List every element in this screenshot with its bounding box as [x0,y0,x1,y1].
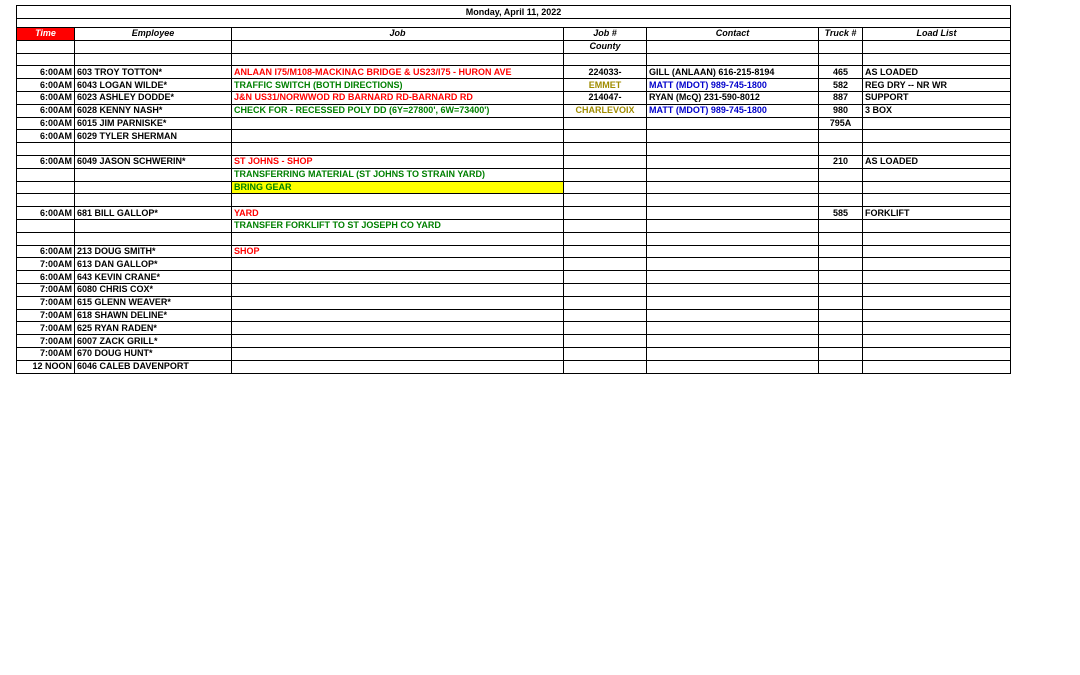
employee-cell: 6043 LOGAN WILDE* [75,79,232,92]
contact-cell: MATT (MDOT) 989-745-1800 [647,79,819,92]
table-row [17,117,1011,130]
time-cell [17,143,75,156]
time-cell: 6:00AM [17,245,75,258]
employee-cell: 6015 JIM PARNISKE* [75,117,232,130]
job-number-cell [564,245,647,258]
table-row [17,130,1011,143]
employee-cell [75,219,232,232]
time-cell: 7:00AM [17,309,75,322]
job-number-cell [564,347,647,360]
contact-cell [647,232,819,245]
time-cell [17,181,75,194]
load-list-cell [863,232,1011,245]
job-number-cell [564,322,647,335]
contact-cell [647,322,819,335]
employee-cell: 6023 ASHLEY DODDE* [75,91,232,104]
truck-cell [819,283,863,296]
header-blank [819,40,863,53]
header-blank [75,40,232,53]
job-number-cell [564,181,647,194]
header-truck: Truck # [819,28,863,41]
truck-cell: 585 [819,207,863,220]
table-row [17,360,1011,373]
load-list-cell: SUPPORT [863,91,1011,104]
sheet-title: Monday, April 11, 2022 [17,6,1011,19]
load-list-cell [863,283,1011,296]
truck-cell [819,335,863,348]
contact-cell [647,283,819,296]
truck-cell [819,309,863,322]
truck-cell: 210 [819,155,863,168]
truck-cell [819,219,863,232]
time-cell: 7:00AM [17,283,75,296]
job-number-cell: CHARLEVOIX [564,104,647,117]
truck-cell: 465 [819,66,863,79]
header-load-list: Load List [863,28,1011,41]
job-cell: TRANSFERRING MATERIAL (ST JOHNS TO STRAIN YARD) [232,168,564,181]
time-cell: 7:00AM [17,335,75,348]
table-row [17,322,1011,335]
job-cell: SHOP [232,245,564,258]
employee-cell: 613 DAN GALLOP* [75,258,232,271]
employee-cell: 6029 TYLER SHERMAN [75,130,232,143]
truck-cell [819,296,863,309]
job-number-cell: 224033- [564,66,647,79]
contact-cell [647,130,819,143]
time-cell: 6:00AM [17,79,75,92]
time-cell: 7:00AM [17,296,75,309]
employee-cell: 6049 JASON SCHWERIN* [75,155,232,168]
truck-cell [819,130,863,143]
header-blank [647,40,819,53]
employee-cell: 625 RYAN RADEN* [75,322,232,335]
time-cell: 6:00AM [17,155,75,168]
load-list-cell: 3 BOX [863,104,1011,117]
job-number-cell [564,271,647,284]
header-job-number: Job # [564,28,647,41]
time-cell [17,168,75,181]
job-cell [232,360,564,373]
truck-cell [819,232,863,245]
job-number-cell [564,360,647,373]
employee-cell: 6028 KENNY NASH* [75,104,232,117]
job-number-cell [564,207,647,220]
job-cell [232,117,564,130]
time-cell [17,219,75,232]
time-cell: 7:00AM [17,347,75,360]
job-cell [232,143,564,156]
load-list-cell [863,117,1011,130]
table-row [17,194,1011,207]
contact-cell [647,181,819,194]
truck-cell [819,258,863,271]
header-blank [232,40,564,53]
load-list-cell [863,296,1011,309]
load-list-cell [863,245,1011,258]
load-list-cell [863,347,1011,360]
employee-cell: 213 DOUG SMITH* [75,245,232,258]
load-list-cell: AS LOADED [863,155,1011,168]
truck-cell [819,245,863,258]
employee-cell [75,181,232,194]
table-row [17,309,1011,322]
job-cell [232,271,564,284]
job-number-cell [564,117,647,130]
table-row [17,91,1011,104]
employee-cell: 618 SHAWN DELINE* [75,309,232,322]
table-row [17,79,1011,92]
header-blank [863,40,1011,53]
table-row [17,245,1011,258]
job-cell: ANLAAN I75/M108-MACKINAC BRIDGE & US23/I75 - HURON AVE [232,66,564,79]
table-row [17,143,1011,156]
time-cell: 6:00AM [17,104,75,117]
load-list-cell [863,322,1011,335]
truck-cell: 980 [819,104,863,117]
header-county: County [564,40,647,53]
job-cell [232,322,564,335]
job-cell: CHECK FOR - RECESSED POLY DD (6Y=27800', 6W=73400') [232,104,564,117]
job-cell: ST JOHNS - SHOP [232,155,564,168]
job-cell [232,309,564,322]
table-row [17,271,1011,284]
contact-cell [647,258,819,271]
header-employee: Employee [75,28,232,41]
job-cell [232,194,564,207]
time-cell [17,194,75,207]
job-number-cell [564,130,647,143]
load-list-cell [863,360,1011,373]
job-cell: J&N US31/NORWWOD RD BARNARD RD-BARNARD RD [232,91,564,104]
truck-cell [819,168,863,181]
time-cell: 7:00AM [17,322,75,335]
contact-cell [647,155,819,168]
job-number-cell [564,296,647,309]
contact-cell [647,207,819,220]
truck-cell [819,181,863,194]
contact-cell [647,335,819,348]
time-cell: 6:00AM [17,130,75,143]
job-cell [232,283,564,296]
table-row [17,347,1011,360]
schedule-sheet [16,5,1011,374]
job-number-cell [564,283,647,296]
job-number-cell [564,219,647,232]
truck-cell: 582 [819,79,863,92]
time-cell: 6:00AM [17,117,75,130]
job-cell: TRAFFIC SWITCH (BOTH DIRECTIONS) [232,79,564,92]
truck-cell [819,143,863,156]
header-time: Time [17,28,75,41]
job-cell [232,130,564,143]
job-cell: YARD [232,207,564,220]
contact-cell: GILL (ANLAAN) 616-215-8194 [647,66,819,79]
contact-cell: MATT (MDOT) 989-745-1800 [647,104,819,117]
table-row [17,296,1011,309]
header-contact: Contact [647,28,819,41]
load-list-cell: AS LOADED [863,66,1011,79]
employee-cell [75,143,232,156]
employee-cell [75,53,232,66]
time-cell: 12 NOON [17,360,75,373]
contact-cell [647,143,819,156]
employee-cell: 603 TROY TOTTON* [75,66,232,79]
header-blank [17,40,75,53]
employee-cell: 615 GLENN WEAVER* [75,296,232,309]
employee-cell: 681 BILL GALLOP* [75,207,232,220]
job-number-cell [564,232,647,245]
job-cell [232,53,564,66]
load-list-cell [863,335,1011,348]
load-list-cell [863,258,1011,271]
load-list-cell: FORKLIFT [863,207,1011,220]
table-row [17,258,1011,271]
employee-cell: 643 KEVIN CRANE* [75,271,232,284]
contact-cell [647,53,819,66]
time-cell: 6:00AM [17,66,75,79]
table-row [17,181,1011,194]
job-cell [232,347,564,360]
table-row [17,66,1011,79]
table-row [17,335,1011,348]
job-number-cell: EMMET [564,79,647,92]
load-list-cell [863,53,1011,66]
job-number-cell [564,258,647,271]
table-row [17,232,1011,245]
contact-cell [647,219,819,232]
time-cell [17,232,75,245]
load-list-cell [863,219,1011,232]
table-row [17,219,1011,232]
job-number-cell [564,53,647,66]
load-list-cell [863,168,1011,181]
employee-cell [75,168,232,181]
table-row [17,207,1011,220]
header-job: Job [232,28,564,41]
table-row [17,168,1011,181]
job-number-cell [564,155,647,168]
truck-cell [819,360,863,373]
job-number-cell: 214047- [564,91,647,104]
job-cell [232,335,564,348]
time-cell: 6:00AM [17,271,75,284]
employee-cell: 6046 CALEB DAVENPORT [75,360,232,373]
truck-cell: 887 [819,91,863,104]
time-cell: 7:00AM [17,258,75,271]
job-number-cell [564,309,647,322]
contact-cell [647,309,819,322]
contact-cell [647,296,819,309]
time-cell: 6:00AM [17,207,75,220]
truck-cell [819,271,863,284]
contact-cell: RYAN (McQ) 231-590-8012 [647,91,819,104]
job-cell [232,296,564,309]
job-cell [232,232,564,245]
job-cell: BRING GEAR [232,181,564,194]
truck-cell: 795A [819,117,863,130]
time-cell [17,53,75,66]
time-cell: 6:00AM [17,91,75,104]
employee-cell [75,232,232,245]
contact-cell [647,347,819,360]
job-cell [232,258,564,271]
contact-cell [647,194,819,207]
employee-cell: 6080 CHRIS COX* [75,283,232,296]
spacer-row [17,19,1011,28]
truck-cell [819,322,863,335]
load-list-cell: REG DRY -- NR WR [863,79,1011,92]
job-number-cell [564,143,647,156]
job-number-cell [564,194,647,207]
contact-cell [647,117,819,130]
job-number-cell [564,168,647,181]
table-row [17,104,1011,117]
employee-cell: 6007 ZACK GRILL* [75,335,232,348]
load-list-cell [863,194,1011,207]
table-row [17,155,1011,168]
load-list-cell [863,271,1011,284]
job-number-cell [564,335,647,348]
load-list-cell [863,181,1011,194]
contact-cell [647,168,819,181]
contact-cell [647,360,819,373]
table-row [17,53,1011,66]
load-list-cell [863,130,1011,143]
load-list-cell [863,143,1011,156]
truck-cell [819,53,863,66]
truck-cell [819,347,863,360]
truck-cell [819,194,863,207]
contact-cell [647,245,819,258]
job-cell: TRANSFER FORKLIFT TO ST JOSEPH CO YARD [232,219,564,232]
employee-cell [75,194,232,207]
load-list-cell [863,309,1011,322]
employee-cell: 670 DOUG HUNT* [75,347,232,360]
table-row [17,283,1011,296]
contact-cell [647,271,819,284]
